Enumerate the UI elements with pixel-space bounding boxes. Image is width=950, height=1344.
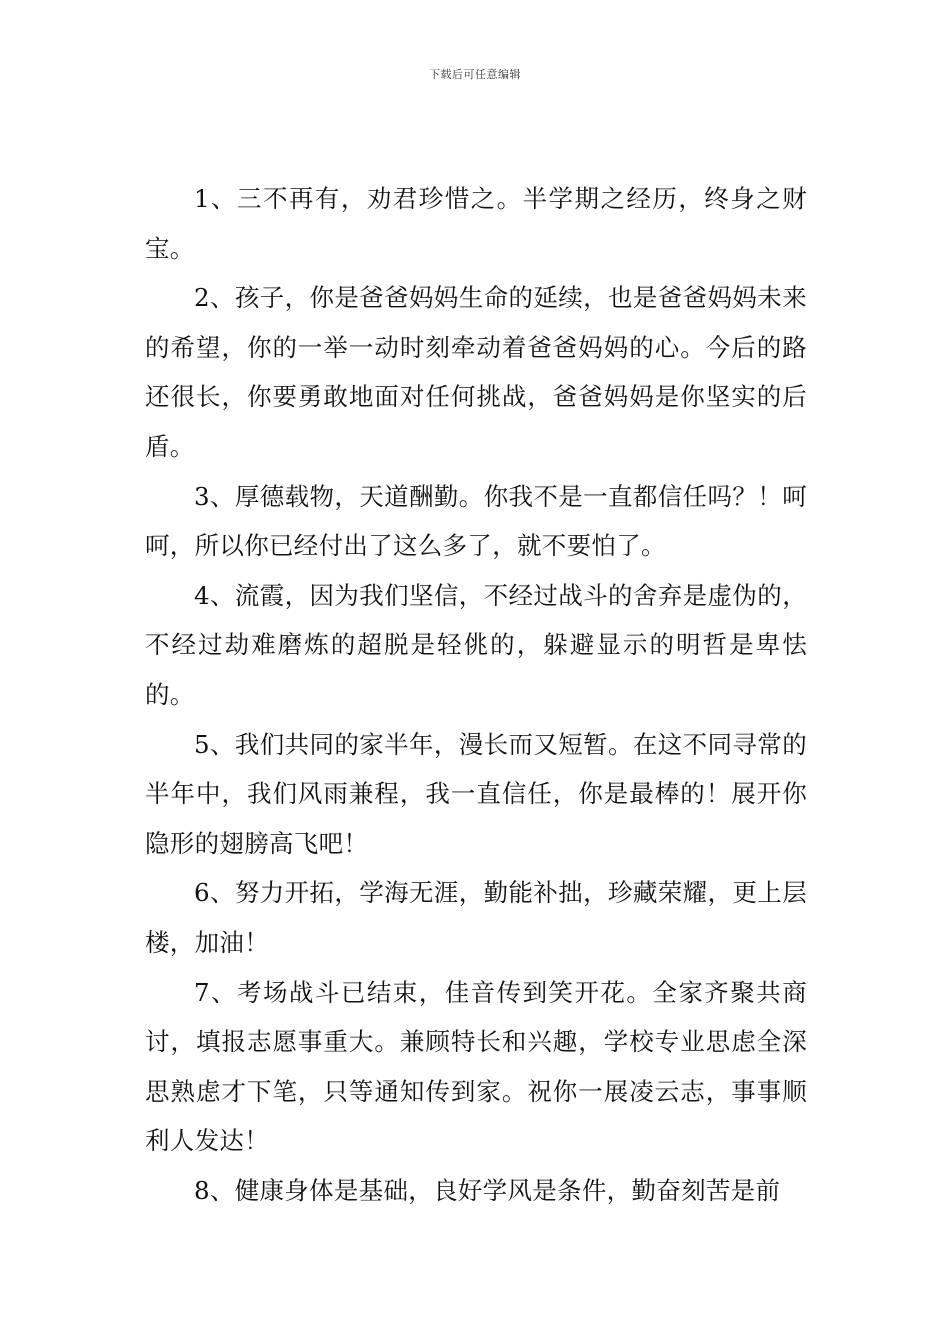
paragraph-6: 6、努力开拓，学海无涯，勤能补拙，珍藏荣耀，更上层楼，加油！	[145, 878, 807, 957]
document-body	[145, 174, 807, 1215]
paragraph-3: 3、厚德载物，天道酬勤。你我不是一直都信任吗？！呵呵，所以你已经付出了这么多了，就不要怕了。	[145, 481, 807, 561]
paragraph-8: 8、健康身体是基础，良好学风是条件，勤奋刻苦是前	[194, 1175, 781, 1205]
paragraph-7: 7、考场战斗已结束，佳音传到笑开花。全家齐聚共商讨，填报志愿事重大。兼顾特长和兴趣，学校专业思虑全深思熟虑才下笔，只等通知传到家。祝你一展凌云志，事事顺利人发达！	[145, 977, 807, 1156]
header-note: 下载后可任意编辑	[429, 68, 521, 81]
paragraph-1: 1、三不再有，劝君珍惜之。半学期之经历，终身之财宝。	[145, 184, 807, 263]
paragraph-5: 5、我们共同的家半年，漫长而又短暂。在这不同寻常的半年中，我们风雨兼程，我一直信任，你是最棒的！展开你隐形的翅膀高飞吧！	[145, 729, 807, 858]
paragraph-2: 2、孩子，你是爸爸妈妈生命的延续，也是爸爸妈妈未来的希望，你的一举一动时刻牵动着爸爸妈妈的心。今后的路还很长，你要勇敢地面对任何挑战，爸爸妈妈是你坚实的后盾。	[145, 283, 807, 461]
paragraph-4: 4、流霞，因为我们坚信，不经过战斗的舍弃是虚伪的，不经过劫难磨炼的超脱是轻佻的，躲避显示的明哲是卑怯的。	[145, 580, 807, 709]
